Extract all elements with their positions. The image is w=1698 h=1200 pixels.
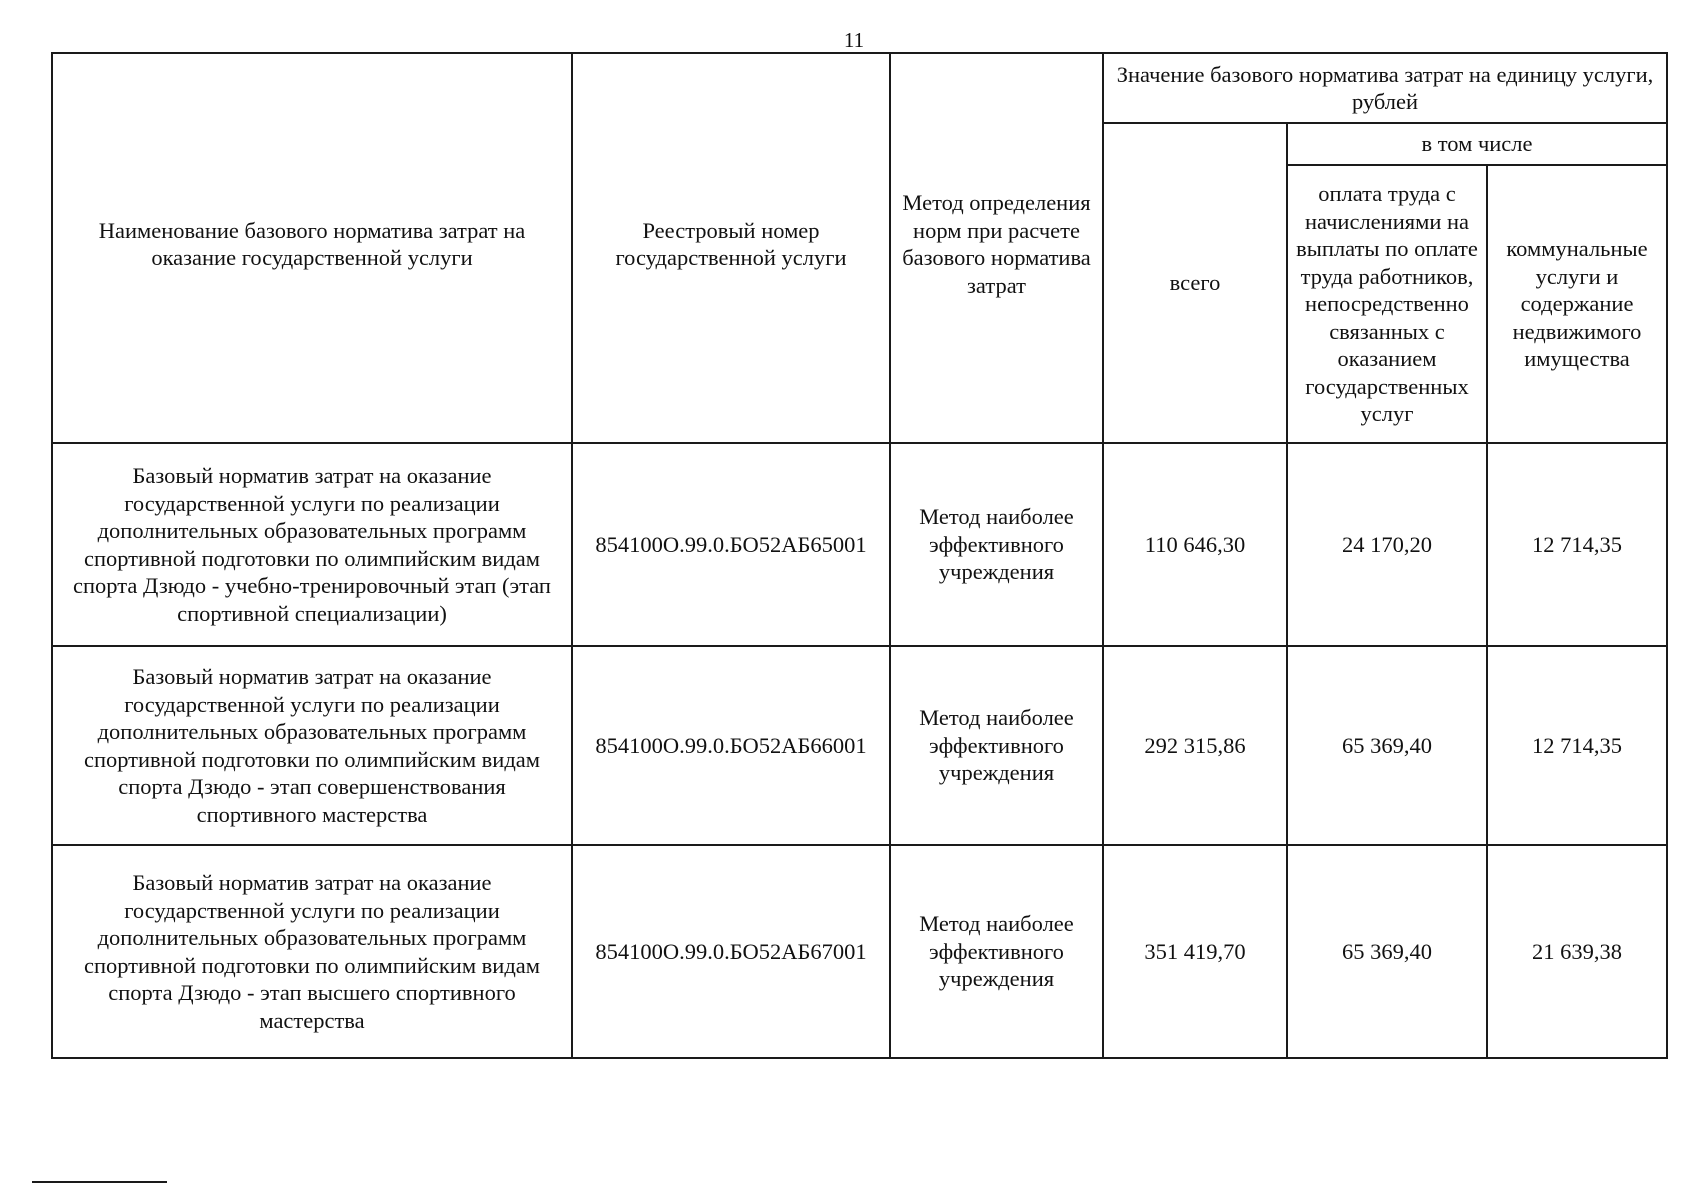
header-total: всего bbox=[1103, 123, 1287, 443]
cell-registry: 854100О.99.0.БО52АБ67001 bbox=[572, 845, 890, 1058]
cell-name: Базовый норматив затрат на оказание государственной услуги по реализации дополнительных образовательных программ спортивной подготовки по олимпийским видам спорта Дзюдо - учебно-тренировочный этап (этап спортивной специализации) bbox=[52, 443, 572, 646]
table-row bbox=[52, 443, 1667, 646]
cell-labor: 24 170,20 bbox=[1287, 443, 1487, 646]
cell-utilities: 12 714,35 bbox=[1487, 646, 1667, 845]
header-including-group: в том числе bbox=[1287, 123, 1667, 165]
cell-total: 292 315,86 bbox=[1103, 646, 1287, 845]
cell-method: Метод наиболее эффективного учреждения bbox=[890, 646, 1103, 845]
cell-utilities: 12 714,35 bbox=[1487, 443, 1667, 646]
cell-name: Базовый норматив затрат на оказание государственной услуги по реализации дополнительных образовательных программ спортивной подготовки по олимпийским видам спорта Дзюдо - этап высшего спортивного мастерства bbox=[52, 845, 572, 1058]
header-registry: Реестровый номер государственной услуги bbox=[572, 53, 890, 443]
footnote-separator bbox=[32, 1181, 167, 1183]
cell-method: Метод наиболее эффективного учреждения bbox=[890, 845, 1103, 1058]
header-name: Наименование базового норматива затрат на оказание государственной услуги bbox=[52, 53, 572, 443]
cell-method: Метод наиболее эффективного учреждения bbox=[890, 443, 1103, 646]
table-row bbox=[52, 845, 1667, 1058]
header-row-1 bbox=[52, 53, 1667, 123]
header-utilities: коммунальные услуги и содержание недвижимого имущества bbox=[1487, 165, 1667, 443]
cell-registry: 854100О.99.0.БО52АБ65001 bbox=[572, 443, 890, 646]
cell-labor: 65 369,40 bbox=[1287, 845, 1487, 1058]
header-method: Метод определения норм при расчете базового норматива затрат bbox=[890, 53, 1103, 443]
cell-labor: 65 369,40 bbox=[1287, 646, 1487, 845]
cell-total: 351 419,70 bbox=[1103, 845, 1287, 1058]
page-number: 11 bbox=[843, 28, 865, 52]
cost-norms-table bbox=[51, 52, 1668, 1059]
header-labor: оплата труда с начислениями на выплаты по оплате труда работников, непосредственно связанных с оказанием государственных услуг bbox=[1287, 165, 1487, 443]
cell-registry: 854100О.99.0.БО52АБ66001 bbox=[572, 646, 890, 845]
cell-utilities: 21 639,38 bbox=[1487, 845, 1667, 1058]
cell-name: Базовый норматив затрат на оказание государственной услуги по реализации дополнительных образовательных программ спортивной подготовки по олимпийским видам спорта Дзюдо - этап совершенствования спортивного мастерства bbox=[52, 646, 572, 845]
table-row bbox=[52, 646, 1667, 845]
cell-total: 110 646,30 bbox=[1103, 443, 1287, 646]
header-value-group: Значение базового норматива затрат на единицу услуги, рублей bbox=[1103, 53, 1667, 123]
